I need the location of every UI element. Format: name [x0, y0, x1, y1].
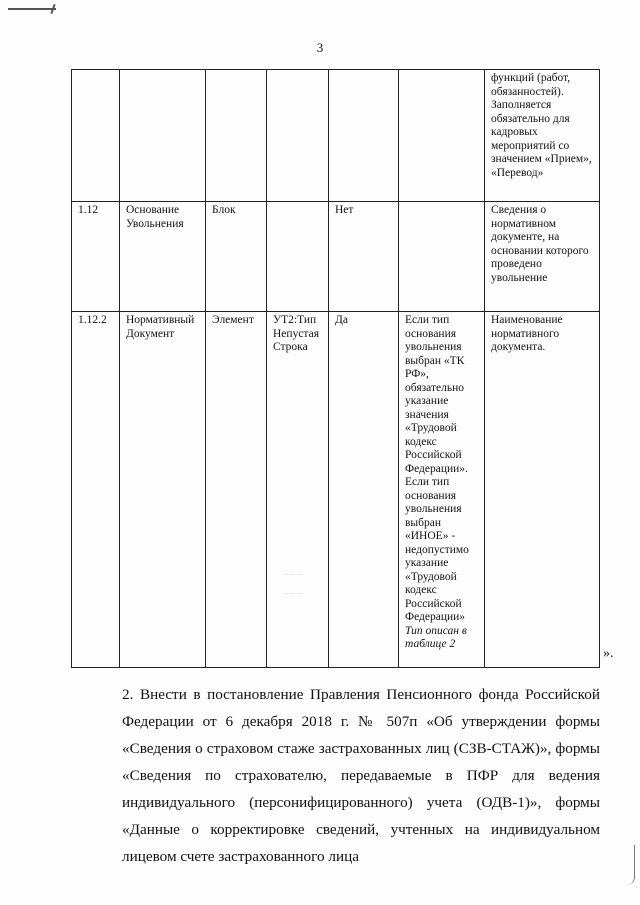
- cell-format: [267, 202, 329, 312]
- cell-type: [206, 70, 267, 202]
- cell-condition: [399, 70, 485, 202]
- table-row: [72, 312, 600, 668]
- cell-format: [267, 70, 329, 202]
- cell-condition: [399, 202, 485, 312]
- closing-quote-mark: ».: [603, 646, 614, 661]
- paragraph-text: 2. Внести в постановление Правления Пенсионного фонда Российской Федерации от 6 декабря 2018 г. № 507п «Об утверждении формы «Сведения о страховом стаже застрахованных лиц (СЗВ-СТАЖ)», формы «Сведения по страхователю, передаваемые в ПФР для ведения индивидуального (персонифицированного) учета (ОДВ-1)», формы «Данные о корректировке сведений, учтенных на индивидуальном лицевом счете застрахованного лица: [122, 686, 600, 865]
- cell-description: функций (работ, обязанностей). Заполняется обязательно для кадровых мероприятий со значением «Прием», «Перевод»: [485, 70, 600, 202]
- scan-mark: [8, 8, 56, 10]
- cell-description: Сведения о нормативном документе, на основании которого проведено увольнение: [485, 202, 600, 312]
- cell-description: Наименование нормативного документа.: [485, 312, 600, 668]
- cell-format: УТ2:Тип Непустая Строка: [267, 312, 329, 668]
- cell-required: Да: [329, 312, 399, 668]
- cell-type: Блок: [206, 202, 267, 312]
- specification-table: [71, 69, 600, 668]
- cell-required: [329, 70, 399, 202]
- condition-text: Если тип основания увольнения выбран «ТК РФ», обязательно указание значения «Трудовой кодекс Российской Федерации». Если тип основания увольнения выбран «ИНОЕ» - недопустимо указание «Трудовой кодекс Российской Федерации»: [405, 314, 469, 623]
- cell-name: Основание Увольнения: [120, 202, 206, 312]
- scan-edge-mark: [626, 845, 635, 885]
- cell-name: [120, 70, 206, 202]
- condition-note: Тип описан в таблице 2: [405, 624, 467, 650]
- faint-stamp-trace: [284, 574, 304, 594]
- cell-number: [72, 70, 120, 202]
- table-row: [72, 70, 600, 202]
- cell-name: Нормативный Документ: [120, 312, 206, 668]
- cell-type: Элемент: [206, 312, 267, 668]
- table-row: [72, 202, 600, 312]
- cell-condition: [399, 312, 485, 668]
- cell-number: 1.12: [72, 202, 120, 312]
- body-paragraph: [86, 681, 600, 870]
- page-number: 3: [316, 40, 324, 55]
- cell-number: 1.12.2: [72, 312, 120, 668]
- cell-required: Нет: [329, 202, 399, 312]
